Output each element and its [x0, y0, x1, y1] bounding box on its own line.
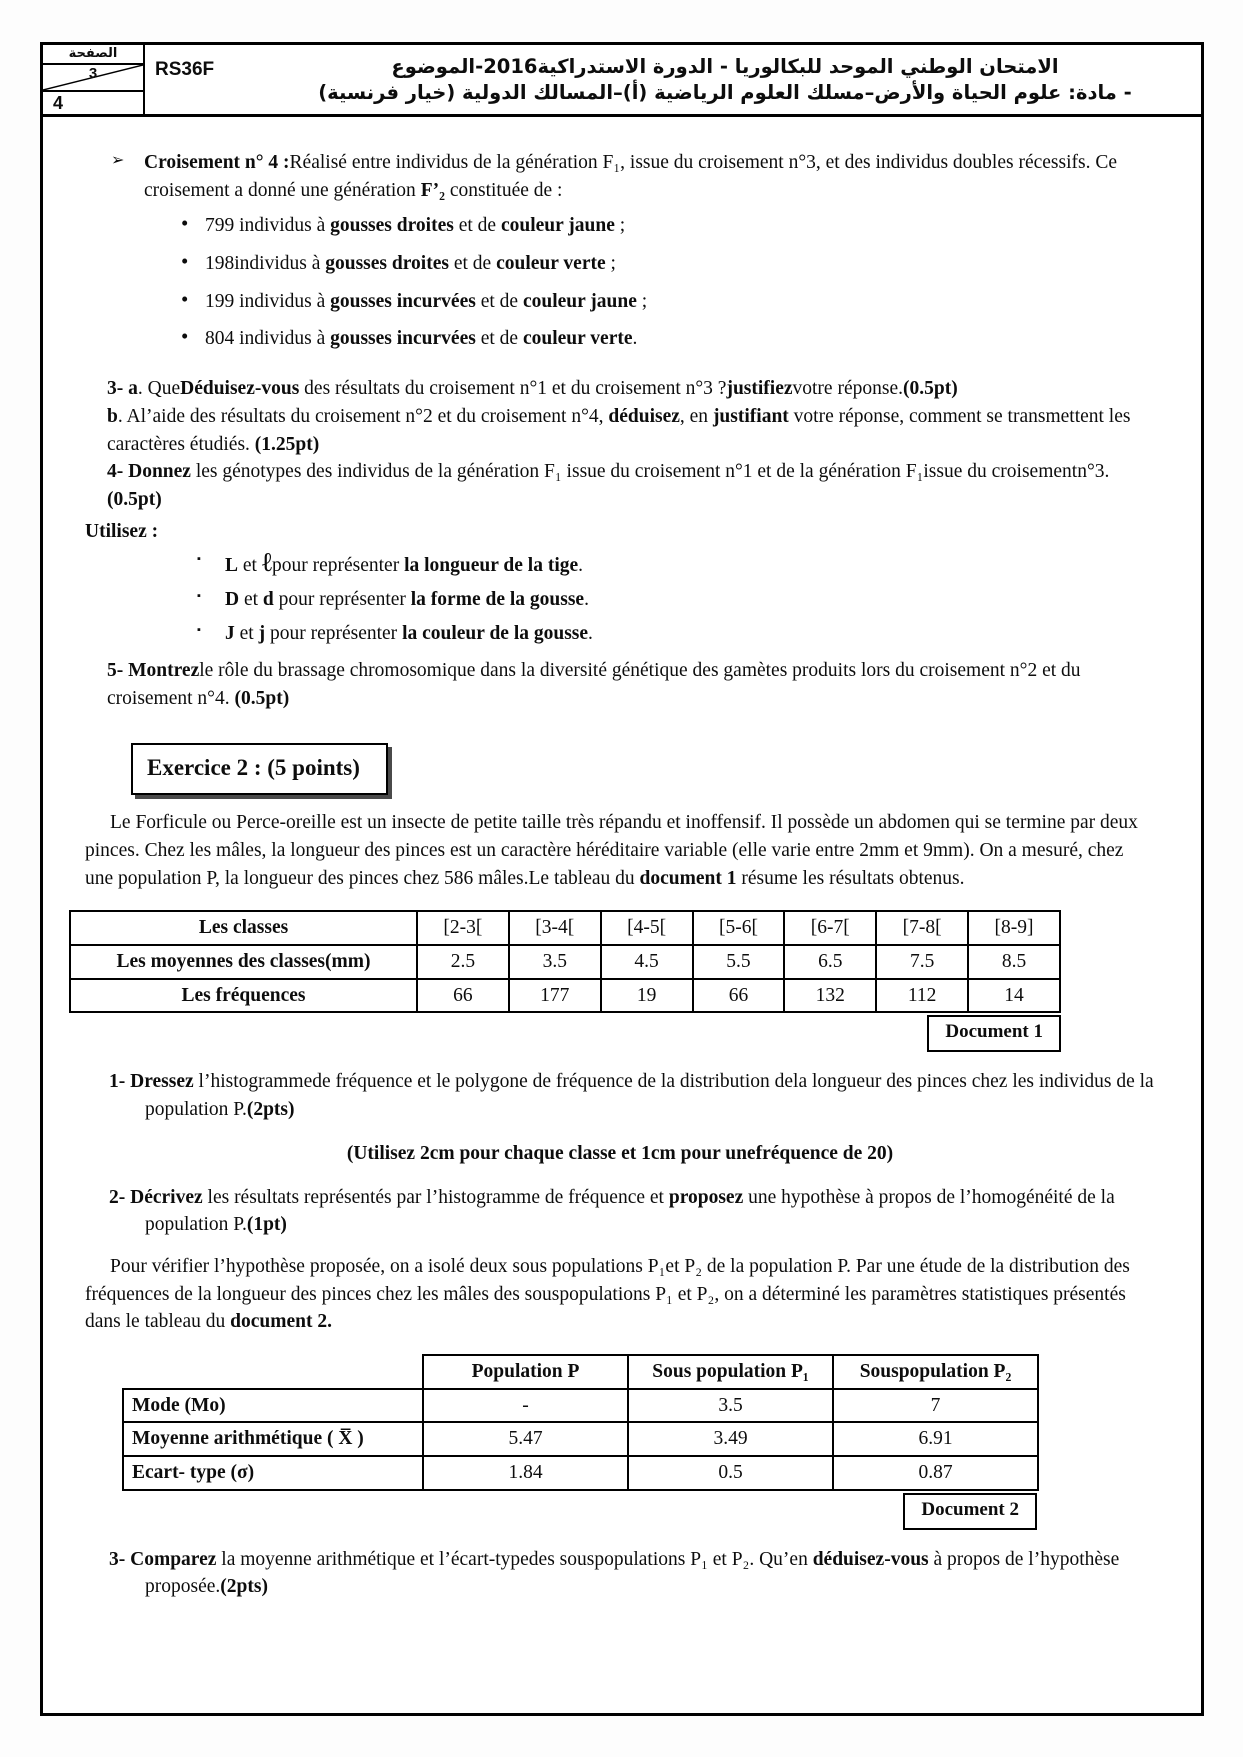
table-cell: 112 — [876, 979, 968, 1013]
table-cell: 0.87 — [833, 1456, 1038, 1490]
row-header-moyenne: Moyenne arithmétique ( X̅ ) — [123, 1422, 423, 1456]
question-5: 5- Montrezle rôle du brassage chromosomique dans la diversité génétique des gamètes produits lors du croisement n°2 et du croisement n°4. (0.5pt) — [107, 660, 1081, 709]
result-text: 199 individus à gousses incurvées et de couleur jaune ; — [205, 290, 648, 312]
square-bullet-icon: ▪ — [197, 553, 201, 566]
table-cell: [5-6[ — [693, 911, 785, 945]
column-header: Sous population P₁ — [628, 1355, 833, 1389]
question-2: 2- Décrivez les résultats représentés par l’histogramme de fréquence et proposez une hypothèse à propos de l’homogénéité de la population P.(1pt) — [109, 1186, 1115, 1236]
exam-body — [43, 117, 1201, 1601]
exercice-2-heading-wrap — [131, 743, 1155, 796]
table-cell: [7-8[ — [876, 911, 968, 945]
result-text: 198individus à gousses droites et de couleur verte ; — [205, 253, 616, 275]
table-cell: 19 — [601, 979, 693, 1013]
dot-bullet-icon: • — [181, 249, 189, 274]
page-label: الصفحة — [43, 45, 143, 65]
table-cell: [2-3[ — [417, 911, 509, 945]
row-header-mode: Mode (Mo) — [123, 1389, 423, 1423]
list-item — [177, 288, 1155, 316]
forficule-intro-paragraph: Le Forficule ou Perce-oreille est un insecte de petite taille très répandu et inoffensif. Il possède un abdomen qui se termine par deux pinces. Chez les mâles, la longueur des pinces est un caractère héréditaire variable (elle varie entre 2mm et 9mm). On a mesuré, chez une population P, la longueur des pinces chez 586 mâles.Le tableau du document 1 résume les résultats obtenus. — [85, 812, 1138, 889]
symbol-text: J et j pour représenter la couleur de la gousse. — [225, 622, 593, 644]
table-cell: 177 — [509, 979, 601, 1013]
table-cell: 3.5 — [509, 945, 601, 979]
croisement-4-text: Croisement n° 4 :Réalisé entre individus de la génération F₁, issue du croisement n°3, et des individus doubles récessifs. Ce croisement a donné une génération F’₂ constituée de : — [144, 152, 1118, 201]
row-header-ecart-type: Ecart- type (σ) — [123, 1456, 423, 1490]
croisement-results-list — [85, 212, 1155, 353]
table-cell: 1.84 — [423, 1456, 628, 1490]
symbol-text: L et ℓpour représenter la longueur de la tige. — [225, 547, 584, 578]
question-3b: b. Al’aide des résultats du croisement n°2 et du croisement n°4, déduisez, en justifiant votre réponse, comment se transmettent les caractères étudiés. (1.25pt) — [107, 405, 1131, 455]
table-cell: 4.5 — [601, 945, 693, 979]
list-item — [177, 325, 1155, 353]
result-text: 799 individus à gousses droites et de couleur jaune ; — [205, 215, 626, 237]
table-header-row — [123, 1355, 1038, 1389]
square-bullet-icon: ▪ — [197, 589, 201, 602]
row-header-moyennes: Les moyennes des classes(mm) — [70, 945, 417, 979]
exercice-2-heading: Exercice 2 : (5 points) — [131, 743, 388, 796]
table-cell: - — [423, 1389, 628, 1423]
table-cell: [6-7[ — [784, 911, 876, 945]
empty-corner-cell — [123, 1355, 423, 1389]
document-2-label: Document 2 — [903, 1493, 1037, 1530]
table-cell: 5.5 — [693, 945, 785, 979]
list-item — [177, 212, 1155, 240]
list-item — [177, 250, 1155, 278]
document-2-table — [122, 1354, 1039, 1491]
exam-title-line2: - مادة: علوم الحياة والأرض–مسلك العلوم الرياضية (أ)–المسالك الدولية (خيار فرنسية) — [318, 81, 1132, 104]
row-header-frequences: Les fréquences — [70, 979, 417, 1013]
column-header: Souspopulation P₂ — [833, 1355, 1038, 1389]
dot-bullet-icon: • — [181, 286, 189, 311]
question-3: 3- Comparez la moyenne arithmétique et l’écart-typedes souspopulations P₁ et P₂. Qu’en déduisez-vous à propos de l’hypothèse proposée.(2pts) — [109, 1548, 1120, 1598]
table-cell: 66 — [417, 979, 509, 1013]
symbols-list — [85, 549, 1155, 647]
page-fraction — [43, 65, 143, 92]
page-indicator — [43, 45, 145, 114]
hypothese-paragraph: Pour vérifier l’hypothèse proposée, on a isolé deux sous populations P₁et P₂ de la population P. Par une étude de la distribution des fréquences de la longueur des pinces chez les mâles des souspopulations P₁ et P₂, on a déterminé les paramètres statistiques présentés dans le tableau du document 2. — [85, 1255, 1130, 1333]
question-4: 4- Donnez les génotypes des individus de la génération F₁ issue du croisement n°1 et de la génération F₁issue du croisementn°3.(0.5pt) — [107, 461, 1110, 510]
page-total-number: 4 — [53, 93, 64, 113]
table-cell: 66 — [693, 979, 785, 1013]
croisement-4-paragraph — [111, 149, 1155, 204]
utilisez-label: Utilisez : — [85, 520, 159, 542]
dot-bullet-icon: • — [181, 324, 189, 349]
result-text: 804 individus à gousses incurvées et de couleur verte. — [205, 328, 638, 350]
header-main — [145, 45, 1201, 114]
table-row-classes — [70, 911, 1060, 945]
document-1-label: Document 1 — [927, 1015, 1061, 1052]
list-item — [195, 586, 1155, 614]
table-cell: [8-9] — [968, 911, 1060, 945]
exam-title-line1: الامتحان الوطني الموحد للبكالوريا - الدورة الاستدراكية2016-الموضوع — [391, 55, 1059, 78]
table-row-mode — [123, 1389, 1038, 1423]
list-item — [195, 549, 1155, 580]
row-header-classes: Les classes — [70, 911, 417, 945]
question-3a: 3- a. QueDéduisez-vous des résultats du croisement n°1 et du croisement n°3 ?justifiezvotre réponse.(0.5pt) — [107, 378, 958, 400]
page-frame — [40, 42, 1204, 1716]
table-row-frequences — [70, 979, 1060, 1013]
page-current-number: 3 — [88, 65, 98, 82]
table-cell: 0.5 — [628, 1456, 833, 1490]
table-cell: 7.5 — [876, 945, 968, 979]
table-cell: 6.91 — [833, 1422, 1038, 1456]
question-1: 1- Dressez l’histogrammede fréquence et le polygone de fréquence de la distribution dela longueur des pinces chez les individus de la population P.(2pts) — [109, 1071, 1154, 1121]
table-cell: [3-4[ — [509, 911, 601, 945]
table-row-ecart-type — [123, 1456, 1038, 1490]
table-cell: 2.5 — [417, 945, 509, 979]
dot-bullet-icon: • — [181, 211, 189, 236]
table-row-moyennes — [70, 945, 1060, 979]
table-cell: 3.49 — [628, 1422, 833, 1456]
table-cell: 8.5 — [968, 945, 1060, 979]
square-bullet-icon: ▪ — [197, 623, 201, 636]
document-1-table — [69, 910, 1061, 1013]
exam-header — [43, 45, 1201, 117]
arrow-bullet-icon: ➢ — [111, 152, 125, 169]
column-header: Population P — [423, 1355, 628, 1389]
table-cell: 5.47 — [423, 1422, 628, 1456]
table-cell: 6.5 — [784, 945, 876, 979]
table-row-moyenne — [123, 1422, 1038, 1456]
symbol-text: D et d pour représenter la forme de la gousse. — [225, 588, 589, 610]
list-item — [195, 620, 1155, 648]
table-cell: [4-5[ — [601, 911, 693, 945]
exam-code: RS36F — [155, 59, 215, 80]
table-cell: 3.5 — [628, 1389, 833, 1423]
table-cell: 132 — [784, 979, 876, 1013]
document-2-label-wrap — [85, 1493, 1037, 1530]
scale-note: (Utilisez 2cm pour chaque classe et 1cm pour unefréquence de 20) — [346, 1142, 894, 1164]
document-1-label-wrap — [85, 1015, 1061, 1052]
table-cell: 7 — [833, 1389, 1038, 1423]
table-cell: 14 — [968, 979, 1060, 1013]
